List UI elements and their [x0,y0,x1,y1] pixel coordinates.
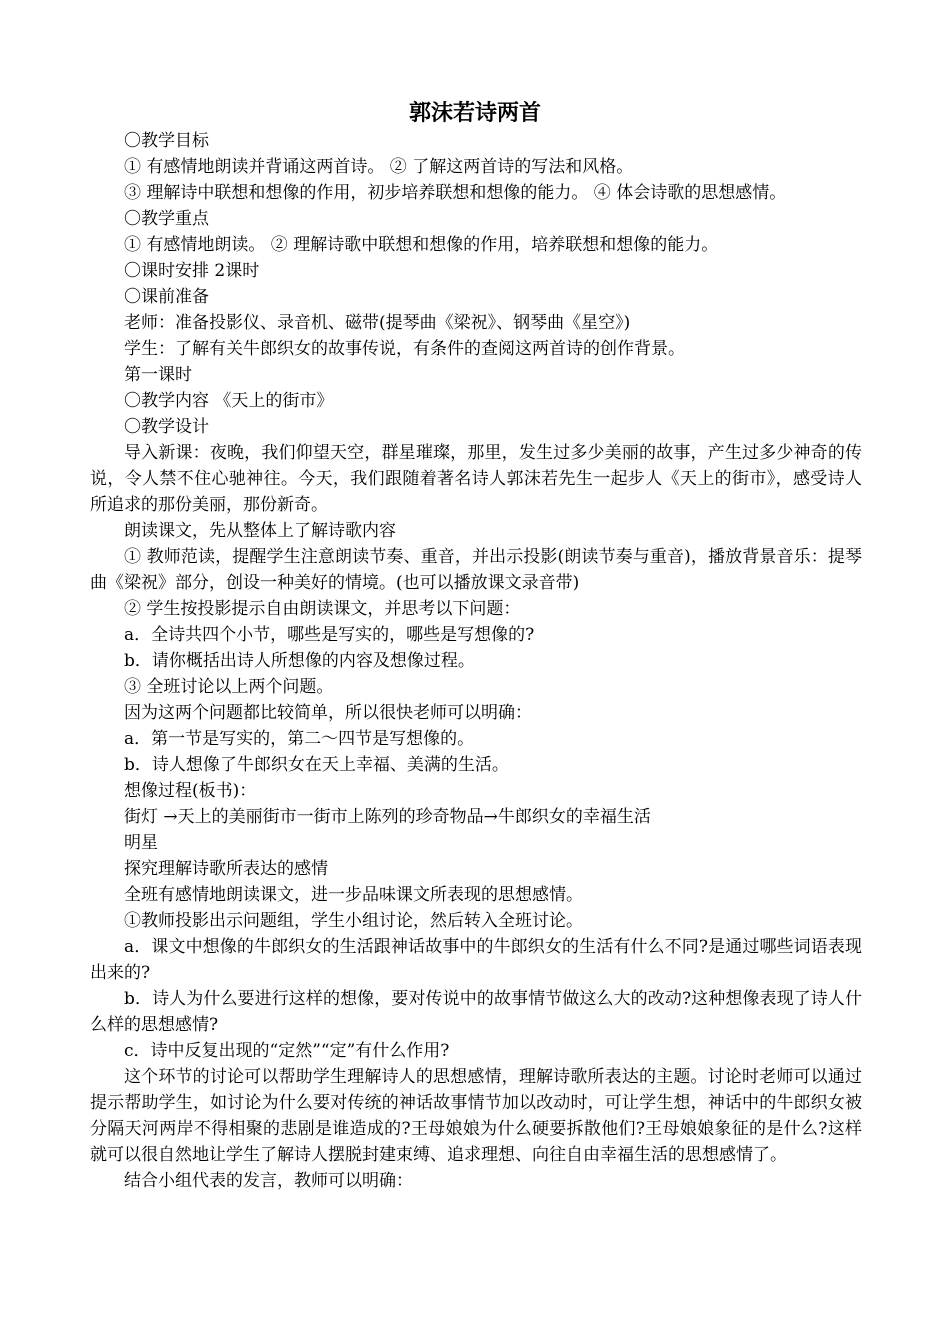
paragraph: a．课文中想像的牛郎织女的生活跟神话故事中的牛郎织女的生活有什么不同?是通过哪些词语表现出来的? [90,937,862,983]
paragraph: a．全诗共四个小节，哪些是写实的，哪些是写想像的? [124,625,535,645]
paragraph: 〇教学内容 《天上的街市》 [124,391,334,411]
document-title: 郭沫若诗两首 [408,100,541,126]
paragraph: 因为这两个问题都比较简单，所以很快老师可以明确： [124,703,532,723]
paragraph: b．诗人想像了牛郎织女在天上幸福、美满的生活。 [124,755,509,775]
paragraph: b．诗人为什么要进行这样的想像，要对传说中的故事情节做这么大的改动?这种想像表现了诗人什么样的思想感情? [90,989,862,1035]
paragraph: 〇教学重点 [124,209,209,229]
paragraph: 明星 [124,833,158,853]
paragraph: 〇课时安排 2课时 [124,261,260,281]
paragraph: 结合小组代表的发言，教师可以明确： [124,1171,413,1191]
paragraph: ③ 全班讨论以上两个问题。 [124,677,334,697]
paragraph: ①教师投影出示问题组，学生小组讨论，然后转入全班讨论。 [124,911,583,931]
paragraph: 〇教学设计 [124,417,209,437]
paragraph: c．诗中反复出现的“定然”“定”有什么作用? [124,1041,450,1061]
paragraph: 导入新课：夜晚，我们仰望天空，群星璀璨，那里，发生过多少美丽的故事，产生过多少神奇的传说，令人禁不住心驰神往。今天，我们跟随着著名诗人郭沫若先生一起步人《天上的街市》，感受诗人所追求的那份美丽，那份新奇。 [90,443,862,515]
document-body [90,128,862,1194]
paragraph: 这个环节的讨论可以帮助学生理解诗人的思想感情，理解诗歌所表达的主题。讨论时老师可以通过提示帮助学生，如讨论为什么要对传统的神话故事情节加以改动时，可让学生想，神话中的牛郎织女被分隔天河两岸不得相聚的悲剧是谁造成的?王母娘娘为什么硬要拆散他们?王母娘娘象征的是什么?这样就可以很自然地让学生了解诗人摆脱封建束缚、追求理想、向往自由幸福生活的思想感情了。 [90,1067,862,1165]
paragraph: 全班有感情地朗读课文，进一步品味课文所表现的思想感情。 [124,885,583,905]
paragraph: 第一课时 [124,365,192,385]
paragraph: ③ 理解诗中联想和想像的作用，初步培养联想和想像的能力。 ④ 体会诗歌的思想感情。 [124,183,787,203]
paragraph: ① 教师范读，提醒学生注意朗读节奏、重音，并出示投影(朗读节奏与重音)，播放背景音乐：提琴曲《梁祝》部分，创设一种美好的情境。(也可以播放课文录音带) [90,547,862,593]
paragraph: ① 有感情地朗读。 ② 理解诗歌中联想和想像的作用，培养联想和想像的能力。 [124,235,719,255]
paragraph: 〇教学目标 [124,131,209,151]
paragraph: 朗读课文，先从整体上了解诗歌内容 [124,521,396,541]
paragraph: 想像过程(板书)： [124,781,257,801]
paragraph: 老师：准备投影仪、录音机、磁带(提琴曲《梁祝》、钢琴曲《星空》) [124,313,631,333]
paragraph: 学生：了解有关牛郎织女的故事传说，有条件的查阅这两首诗的创作背景。 [124,339,685,359]
paragraph: ① 有感情地朗读并背诵这两首诗。 ② 了解这两首诗的写法和风格。 [124,157,634,177]
paragraph: b．请你概括出诗人所想像的内容及想像过程。 [124,651,475,671]
paragraph: 〇课前准备 [124,287,209,307]
paragraph: 街灯 →天上的美丽街市一街市上陈列的珍奇物品→牛郎织女的幸福生活 [124,807,651,827]
paragraph: a．第一节是写实的，第二～四节是写想像的。 [124,729,475,749]
paragraph: ② 学生按投影提示自由朗读课文，并思考以下问题： [124,599,521,619]
paragraph: 探究理解诗歌所表达的感情 [124,859,328,879]
